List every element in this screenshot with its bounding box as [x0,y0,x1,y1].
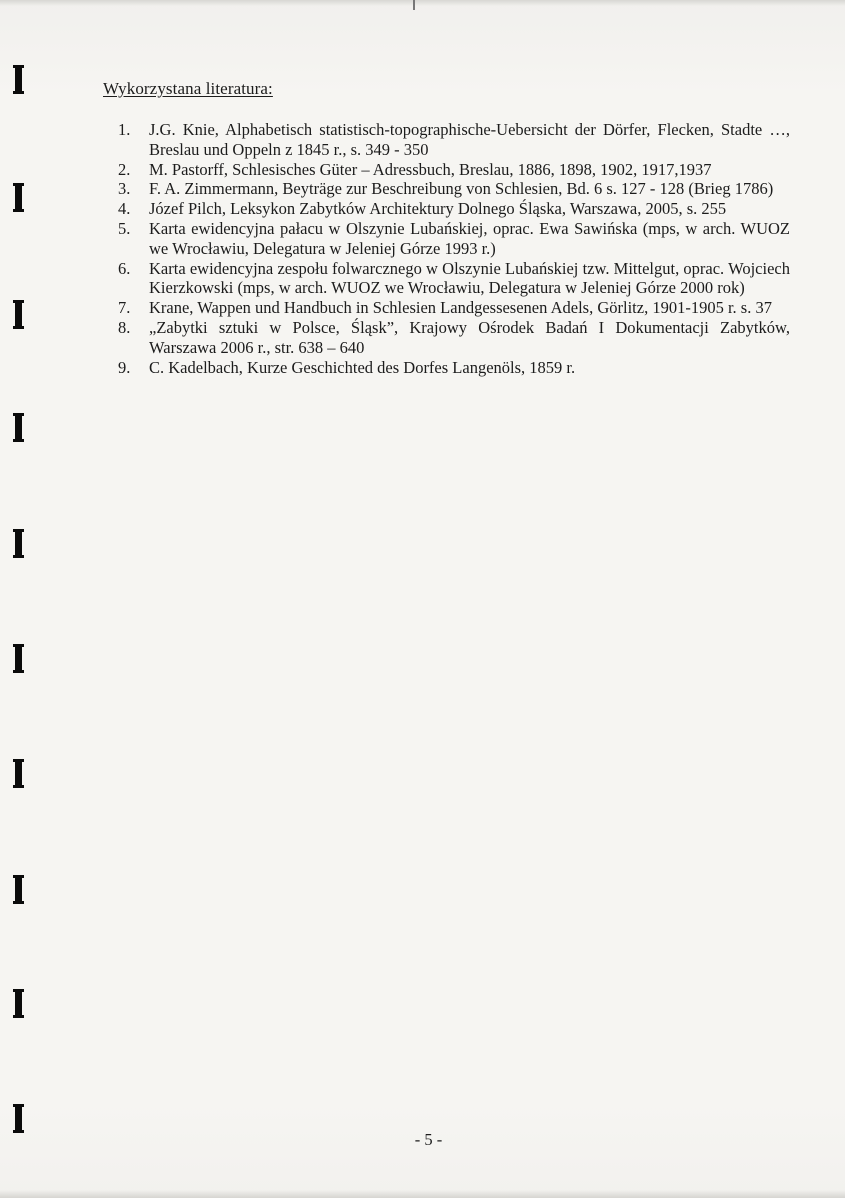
reference-item [118,219,790,259]
reference-number: 8. [118,317,131,337]
binding-mark [15,1104,22,1133]
reference-text: M. Pastorff, Schlesisches Güter – Adressbuch, Breslau, 1886, 1898, 1902, 1917,1937 [149,159,712,179]
binding-mark [15,183,22,212]
binding-mark [15,644,22,673]
page-top-edge [0,0,845,6]
reference-item [118,160,790,180]
reference-text: Karta ewidencyjna zespołu folwarcznego w Olszynie Lubańskiej tzw. Mittelgut, oprac. Wojciech Kierzkowski (mps, w arch. WUOZ we Wrocławiu, Delegatura w Jeleniej Górze 2000 rok) [149,258,790,298]
reference-number: 6. [118,258,131,278]
reference-number: 5. [118,218,131,238]
reference-item [118,120,790,160]
reference-number: 3. [118,179,131,199]
reference-item [118,179,790,199]
reference-item [118,298,790,318]
binding-mark [15,989,22,1018]
reference-text: Karta ewidencyjna pałacu w Olszynie Lubańskiej, oprac. Ewa Sawińska (mps, w arch. WUOZ we Wrocławiu, Delegatura w Jeleniej Górze 1993 r.) [149,218,790,258]
page-bottom-edge [0,1190,845,1198]
reference-text: „Zabytki sztuki w Polsce, Śląsk”, Krajowy Ośrodek Badań I Dokumentacji Zabytków, Warszawa 2006 r., str. 638 – 640 [149,317,790,357]
reference-text: F. A. Zimmermann, Beyträge zur Beschreibung von Schlesien, Bd. 6 s. 127 - 128 (Brieg 1786) [149,179,774,199]
reference-number: 1. [118,120,131,139]
reference-number: 4. [118,199,131,219]
binding-mark [15,65,22,94]
reference-item [118,318,790,358]
binding-mark [15,300,22,329]
reference-item [118,199,790,219]
binding-mark [15,413,22,442]
reference-list [118,120,790,377]
page-top-mark [413,0,415,10]
reference-number: 7. [118,298,131,318]
reference-number: 9. [118,357,131,377]
reference-number: 2. [118,159,131,179]
bibliography-heading: Wykorzystana literatura: [103,79,273,98]
binding-mark [15,529,22,558]
reference-text: C. Kadelbach, Kurze Geschichted des Dorfes Langenöls, 1859 r. [149,357,576,377]
reference-text: Józef Pilch, Leksykon Zabytków Architektury Dolnego Śląska, Warszawa, 2005, s. 255 [149,199,727,219]
reference-item [118,358,790,378]
binding-mark [15,875,22,904]
binding-mark [15,759,22,788]
reference-text: J.G. Knie, Alphabetisch statistisch-topographische-Uebersicht der Dörfer, Flecken, Stadte …, Breslau und Oppeln z 1845 r., s. 349 - 350 [149,120,790,159]
page-number: - 5 - [414,1130,443,1149]
reference-text: Krane, Wappen und Handbuch in Schlesien Landgessesenen Adels, Görlitz, 1901-1905 r. s. 37 [149,298,772,318]
reference-item [118,259,790,299]
